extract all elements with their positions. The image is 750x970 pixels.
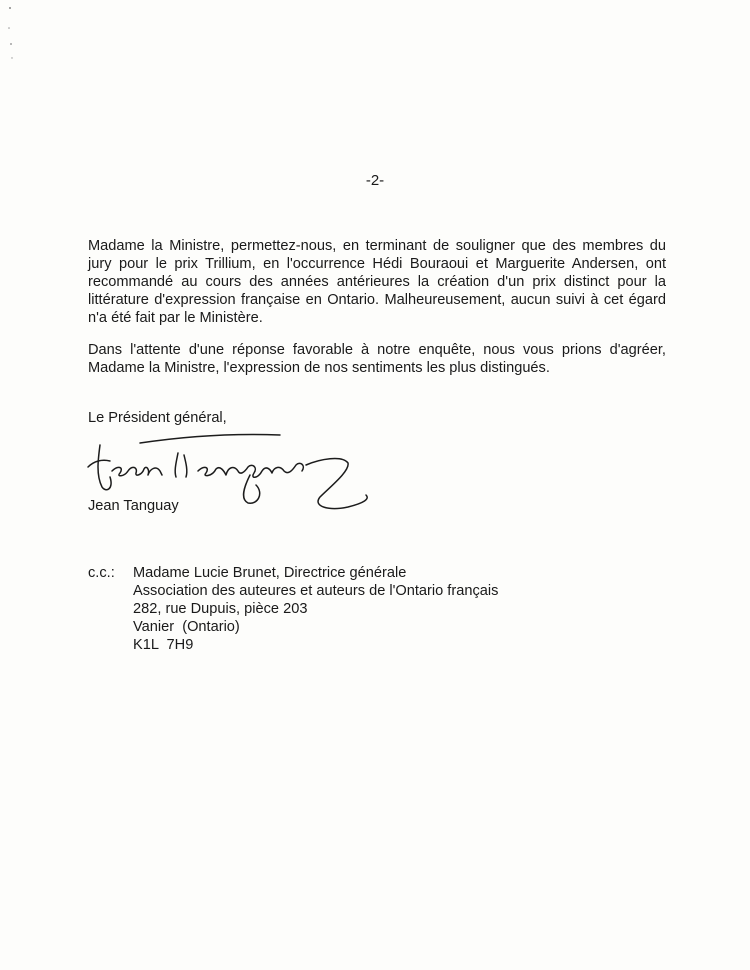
cc-line: 282, rue Dupuis, pièce 203	[133, 601, 308, 617]
signer-name: Jean Tanguay	[88, 498, 179, 514]
cc-address-block	[133, 564, 498, 654]
cc-line: Madame Lucie Brunet, Directrice générale	[133, 565, 407, 581]
scan-specks	[0, 0, 20, 70]
closing-title: Le Président général,	[88, 410, 227, 426]
cc-line: K1L 7H9	[133, 637, 194, 653]
body-paragraph: Dans l'attente d'une réponse favorable à notre enquête, nous vous prions d'agréer, Madame la Ministre, l'expression de nos sentiments les plus distingués.	[88, 342, 666, 376]
page-number: -2-	[365, 172, 385, 189]
cc-line: Association des auteures et auteurs de l'Ontario français	[133, 583, 499, 599]
body-paragraph: Madame la Ministre, permettez-nous, en terminant de souligner que des membres du jury pour le prix Trillium, en l'occurrence Hédi Bouraoui et Marguerite Andersen, ont recommandé au cours des années antérieures la création d'un prix distinct pour la littérature d'expression française en Ontario. Malheureusement, aucun suivi à cet égard n'a été fait par le Ministère.	[88, 238, 666, 326]
cc-line: Vanier (Ontario)	[133, 619, 240, 635]
cc-label: c.c.:	[88, 565, 115, 581]
